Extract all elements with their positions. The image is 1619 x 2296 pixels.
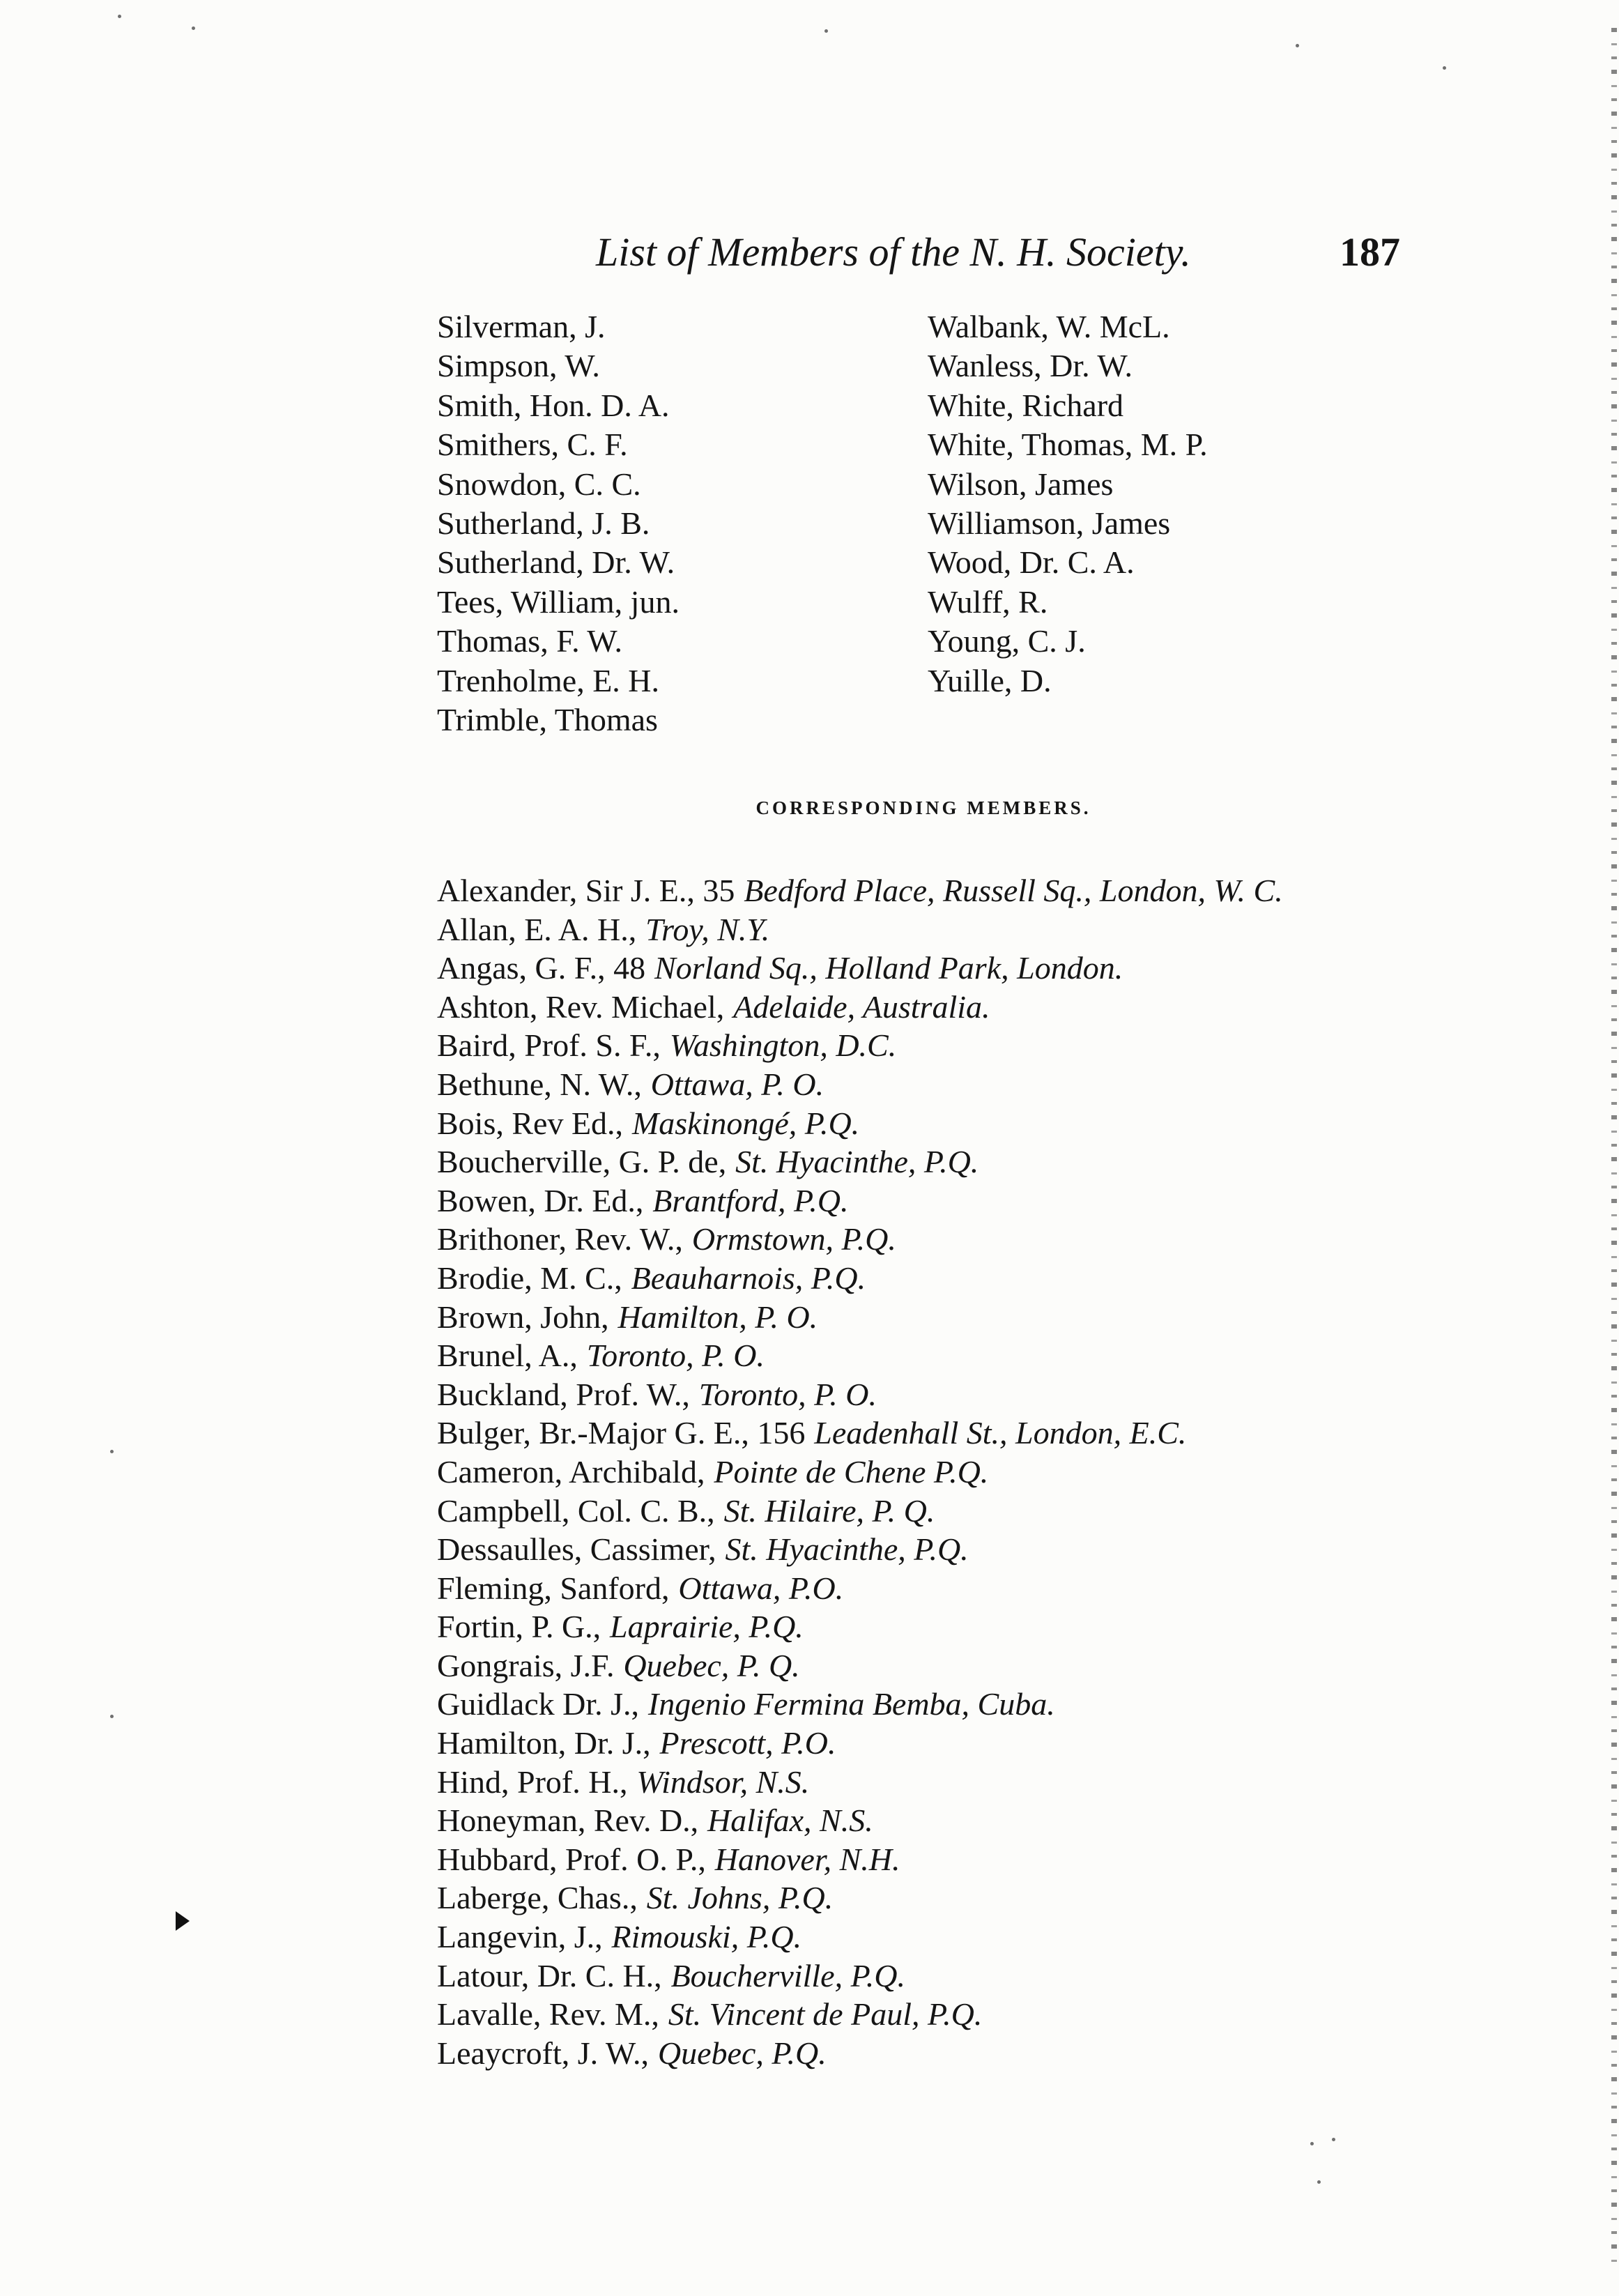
member-name: Gongrais, J.F.	[437, 1647, 615, 1683]
member-name: Hubbard, Prof. O. P.,	[437, 1841, 706, 1877]
corresponding-entry	[437, 1957, 1283, 1996]
corresponding-entry	[437, 1646, 1283, 1685]
member-name: Guidlack Dr. J.,	[437, 1686, 640, 1722]
corresponding-entry	[437, 1142, 1283, 1181]
member-place: Washington, D.C.	[669, 1027, 897, 1064]
corresponding-entry	[437, 1840, 1283, 1879]
corresponding-entry	[437, 1259, 1283, 1298]
corresponding-entry	[437, 1724, 1283, 1763]
member-place: Ormstown, P.Q.	[691, 1221, 896, 1257]
members-right-column	[928, 307, 1208, 701]
member-name: Baird, Prof. S. F.,	[437, 1027, 661, 1064]
member-name: Hamilton, Dr. J.,	[437, 1725, 651, 1761]
member-place: Hanover, N.H.	[714, 1841, 900, 1877]
member-name: Buckland, Prof. W.,	[437, 1376, 690, 1412]
member-entry: Thomas, F. W.	[437, 623, 622, 659]
member-place: Prescott, P.O.	[659, 1725, 836, 1761]
member-place: Troy, N.Y.	[645, 911, 770, 947]
scan-edge-artifact	[1611, 28, 1617, 2272]
member-entry: Silverman, J.	[437, 309, 606, 344]
member-place: Leadenhall St., London, E.C.	[814, 1415, 1187, 1451]
member-place: Toronto, P. O.	[698, 1376, 877, 1412]
member-entry: Wilson, James	[928, 466, 1114, 502]
corresponding-entry	[437, 1492, 1283, 1531]
member-name: Bulger, Br.-Major G. E., 156	[437, 1415, 806, 1451]
member-place: Brantford, P.Q.	[652, 1182, 849, 1218]
scan-speck	[118, 15, 121, 18]
member-place: Rimouski, P.Q.	[611, 1919, 802, 1955]
member-place: Hamilton, P. O.	[617, 1299, 818, 1335]
member-place: Adelaide, Australia.	[733, 988, 990, 1025]
member-place: Ottawa, P. O.	[650, 1066, 824, 1102]
member-name: Cameron, Archibald,	[437, 1453, 705, 1490]
corresponding-entry	[437, 1065, 1283, 1104]
member-name: Brodie, M. C.,	[437, 1260, 622, 1296]
member-place: Halifax, N.S.	[707, 1803, 873, 1839]
member-name: Latour, Dr. C. H.,	[437, 1957, 662, 1993]
corresponding-entry	[437, 1918, 1283, 1957]
scan-speck	[1317, 2180, 1321, 2184]
member-entry: White, Richard	[928, 387, 1124, 423]
member-name: Lavalle, Rev. M.,	[437, 1996, 659, 2033]
scan-speck	[1443, 66, 1446, 70]
member-entry: Trimble, Thomas	[437, 701, 658, 737]
member-entry: Young, C. J.	[928, 623, 1086, 659]
corresponding-members-list	[437, 871, 1283, 2072]
margin-arrow-mark	[176, 1911, 190, 1931]
scan-speck	[1310, 2142, 1314, 2145]
member-entry: Simpson, W.	[437, 348, 600, 384]
corresponding-entry	[437, 910, 1283, 949]
corresponding-entry	[437, 1801, 1283, 1840]
corresponding-entry	[437, 1336, 1283, 1375]
running-title: List of Members of the N. H. Society.	[596, 229, 1191, 275]
member-place: Norland Sq., Holland Park, London.	[654, 950, 1123, 986]
member-place: Maskinongé, P.Q.	[631, 1105, 860, 1141]
corresponding-entry	[437, 1763, 1283, 1802]
members-left-column	[437, 307, 680, 740]
corresponding-entry	[437, 1685, 1283, 1724]
scan-speck	[110, 1450, 114, 1453]
member-place: Windsor, N.S.	[636, 1763, 810, 1800]
corresponding-entry	[437, 1878, 1283, 1918]
member-name: Brithoner, Rev. W.,	[437, 1221, 683, 1257]
corresponding-entry	[437, 1453, 1283, 1492]
corresponding-entry	[437, 949, 1283, 988]
corresponding-entry	[437, 1104, 1283, 1143]
member-place: St. Hyacinthe, P.Q.	[735, 1144, 979, 1180]
member-name: Langevin, J.,	[437, 1919, 603, 1955]
member-entry: Wood, Dr. C. A.	[928, 544, 1135, 581]
scan-speck	[1296, 44, 1299, 47]
page-number: 187	[1340, 229, 1400, 275]
member-entry: Williamson, James	[928, 505, 1171, 541]
member-place: St. Hyacinthe, P.Q.	[725, 1531, 969, 1568]
member-name: Bowen, Dr. Ed.,	[437, 1182, 644, 1218]
corresponding-entry	[437, 1995, 1283, 2034]
member-name: Hind, Prof. H.,	[437, 1763, 628, 1800]
member-name: Campbell, Col. C. B.,	[437, 1492, 715, 1529]
member-place: Beauharnois, P.Q.	[631, 1260, 866, 1296]
scan-speck	[1332, 2138, 1335, 2141]
member-entry: Tees, William, jun.	[437, 583, 680, 620]
member-place: St. Vincent de Paul, P.Q.	[668, 1996, 983, 2033]
corresponding-entry	[437, 2034, 1283, 2073]
scan-speck	[192, 26, 195, 30]
member-entry: Yuille, D.	[928, 662, 1052, 698]
member-entry: Smithers, C. F.	[437, 427, 628, 463]
member-name: Ashton, Rev. Michael,	[437, 988, 725, 1025]
member-name: Fortin, P. G.,	[437, 1609, 601, 1645]
scan-speck	[110, 1715, 114, 1718]
member-place: Quebec, P.Q.	[657, 2035, 827, 2071]
member-entry: Wulff, R.	[928, 583, 1048, 620]
member-name: Leaycroft, J. W.,	[437, 2035, 650, 2071]
corresponding-entry	[437, 1181, 1283, 1220]
member-entry: Smith, Hon. D. A.	[437, 387, 670, 423]
corresponding-entry	[437, 1530, 1283, 1569]
member-place: Quebec, P. Q.	[623, 1647, 800, 1683]
member-name: Allan, E. A. H.,	[437, 911, 637, 947]
member-name: Bois, Rev Ed.,	[437, 1105, 624, 1141]
member-name: Fleming, Sanford,	[437, 1570, 670, 1606]
member-place: St. Hilaire, P. Q.	[723, 1492, 935, 1529]
member-name: Alexander, Sir J. E., 35	[437, 873, 735, 908]
corresponding-entry	[437, 988, 1283, 1027]
member-place: Ottawa, P.O.	[678, 1570, 844, 1606]
member-entry: Wanless, Dr. W.	[928, 348, 1133, 384]
member-place: Ingenio Fermina Bemba, Cuba.	[647, 1686, 1055, 1722]
corresponding-entry	[437, 1414, 1283, 1453]
member-entry: Walbank, W. McL.	[928, 309, 1170, 344]
member-name: Brunel, A.,	[437, 1338, 578, 1374]
member-place: Toronto, P. O.	[586, 1338, 765, 1374]
corresponding-entry	[437, 1607, 1283, 1646]
member-place: Boucherville, P.Q.	[670, 1957, 905, 1993]
member-name: Bethune, N. W.,	[437, 1066, 642, 1102]
member-entry: Trenholme, E. H.	[437, 662, 660, 698]
member-entry: Sutherland, J. B.	[437, 505, 650, 541]
scan-speck	[824, 29, 828, 33]
member-name: Angas, G. F., 48	[437, 950, 646, 986]
member-entry: Snowdon, C. C.	[437, 466, 641, 502]
member-entry: Sutherland, Dr. W.	[437, 544, 675, 581]
member-name: Dessaulles, Cassimer,	[437, 1531, 716, 1568]
member-place: Pointe de Chene P.Q.	[714, 1453, 989, 1490]
corresponding-entry	[437, 1569, 1283, 1608]
corresponding-entry	[437, 1375, 1283, 1414]
member-place: St. Johns, P.Q.	[646, 1880, 834, 1916]
member-name: Brown, John,	[437, 1299, 609, 1335]
section-heading: CORRESPONDING MEMBERS.	[755, 797, 1091, 818]
member-name: Laberge, Chas.,	[437, 1880, 638, 1916]
corresponding-entry	[437, 1026, 1283, 1065]
corresponding-entry	[437, 1220, 1283, 1259]
member-name: Boucherville, G. P. de,	[437, 1144, 727, 1180]
corresponding-entry	[437, 1298, 1283, 1337]
member-entry: White, Thomas, M. P.	[928, 427, 1208, 463]
member-name: Honeyman, Rev. D.,	[437, 1803, 699, 1839]
member-place: Laprairie, P.Q.	[610, 1609, 804, 1645]
member-place: Bedford Place, Russell Sq., London, W. C.	[744, 873, 1283, 908]
corresponding-entry	[437, 871, 1283, 910]
